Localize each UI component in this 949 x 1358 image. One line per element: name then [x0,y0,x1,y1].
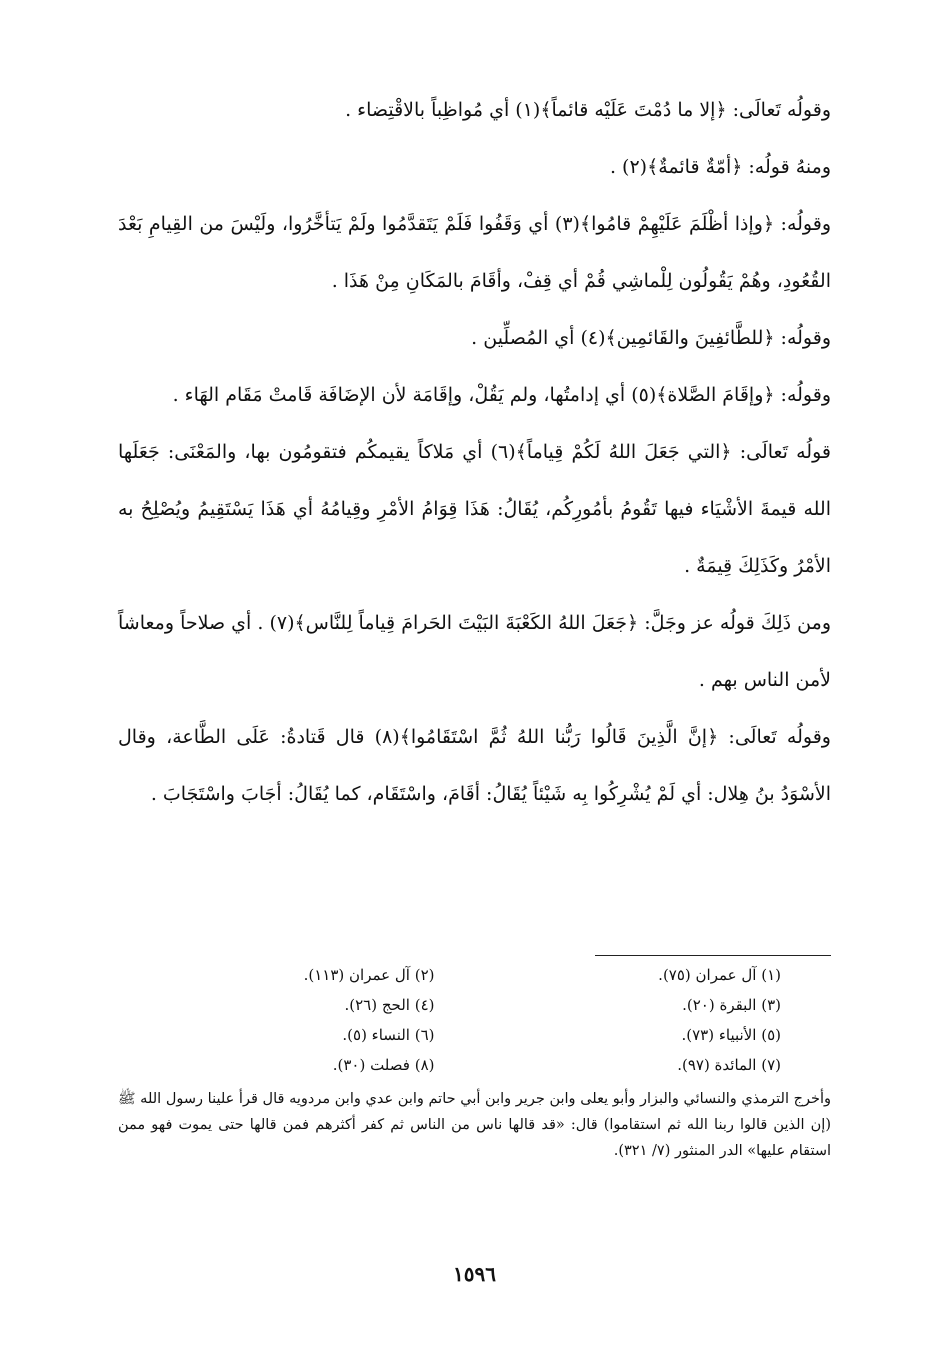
footnotes [118,962,831,1179]
paragraph-8: وقولُه تَعالَى: ﴿إنَّ الَّذِينَ قَالُوا رَبُّنا اللهُ ثُمَّ اسْتَقَامُوا﴾(٨) قال قَتادةُ: عَلَى الطَّاعة، وقال الأسْوَدُ بنُ هِلال: أي لَمْ يُشْرِكُوا بِه شَيْئاً يُقَالُ: أقَامَ، واسْتَقَام، كما يُقَالُ: أجَابَ واسْتَجَابَ . [118,726,831,805]
footnote-8: (٨) فصلت (٣٠). [332,1056,435,1074]
footnote-3: (٣) البقرة (٢٠). [682,996,781,1014]
footnote-7: (٧) المائدة (٩٧). [677,1056,781,1074]
footnote-2: (٢) آل عمران (١١٣). [303,966,435,984]
footnote-list [118,962,831,1078]
paragraph-2: ومنهُ قولُه: ﴿أمّةٌ قائمةٌ﴾(٢) . [609,156,831,178]
page-number: ١٥٩٦ [453,1262,496,1286]
paragraph-6: قولُه تَعالَى: ﴿التي جَعَلَ اللهُ لَكُمْ قِياماً﴾(٦) أي مَلاكاً يقيمكُم فتقومُون بها، والمَعْنَى: جَعَلَها الله قيمةَ الأشْيَاء فيها تَقُومُ بأمُورِكُم، يُقَالُ: هَذَا قِوَامُ الأمْرِ وقِيامُهُ أي هَذَا يَسْتَقِيمُ ويُصْلِحُ به الأمْرُ وكَذَلِكَ قِيمَةٌ . [118,441,831,577]
footnote-5: (٥) الأنبياء (٧٣). [681,1026,781,1044]
footnote-8-extra: وأخرج الترمذي والنسائي والبزار وأبو يعلى وابن جرير وابن أبي حاتم وابن عدي وابن مردويه قال قرأ علينا رسول الله ﷺ (إن الذين قالوا ربنا الله ثم استقاموا) قال: «قد قالها ناس من الناس ثم كفر أكثرهم فمن قالها حتى يموت فهو ممن استقام عليها» الدر المنثور (٧/ ٣٢١). [118,1091,831,1159]
paragraph-5: وقولُه: ﴿وإقَامَ الصَّلاة﴾(٥) أي إدامتُها، ولم يَقُلْ، وإقَامَة لأن الإضَافَة قَامتْ مَقَام الهَاء . [172,384,831,406]
paragraph-4: وقولُه: ﴿للطَّائفِينَ والقَائمِين﴾(٤) أي المُصلِّين . [471,327,831,349]
paragraph-7: ومن ذَلِكَ قولُه عز وجَلَّ: ﴿جَعَلَ اللهُ الكَعْبَةَ البَيْتَ الحَرامَ قِياماً لِلنَّاس﴾(٧) . أي صلاحاً ومعاشاً لأمن الناس بهم . [118,612,831,691]
footnote-4: (٤) الحج (٢٦). [344,996,435,1014]
footnote-divider [595,955,831,956]
main-text [118,82,831,823]
paragraph-1: وقولُه تَعالَى: ﴿إلا ما دُمْتَ عَلَيْه قائماً﴾(١) أي مُواظِباً بالاقْتِضاء . [345,99,831,121]
footnote-1: (١) آل عمران (٧٥). [658,966,781,984]
footnote-6: (٦) النساء (٥). [342,1026,435,1044]
paragraph-3: وقولُه: ﴿وإذا أظْلَمَ عَلَيْهِمْ قامُوا﴾(٣) أي وَقَفُوا فَلَمْ يَتَقدَّمُوا ولَمْ يَتأخَّرُوا، ولَيْسَ من القِيامِ بَعْدَ القُعُودِ، وهُمْ يَقُولُون لِلْماشِي قُمْ أي قِفْ، وأقَامَ بالمَكَانِ مِنْ هَذَا . [118,213,831,292]
